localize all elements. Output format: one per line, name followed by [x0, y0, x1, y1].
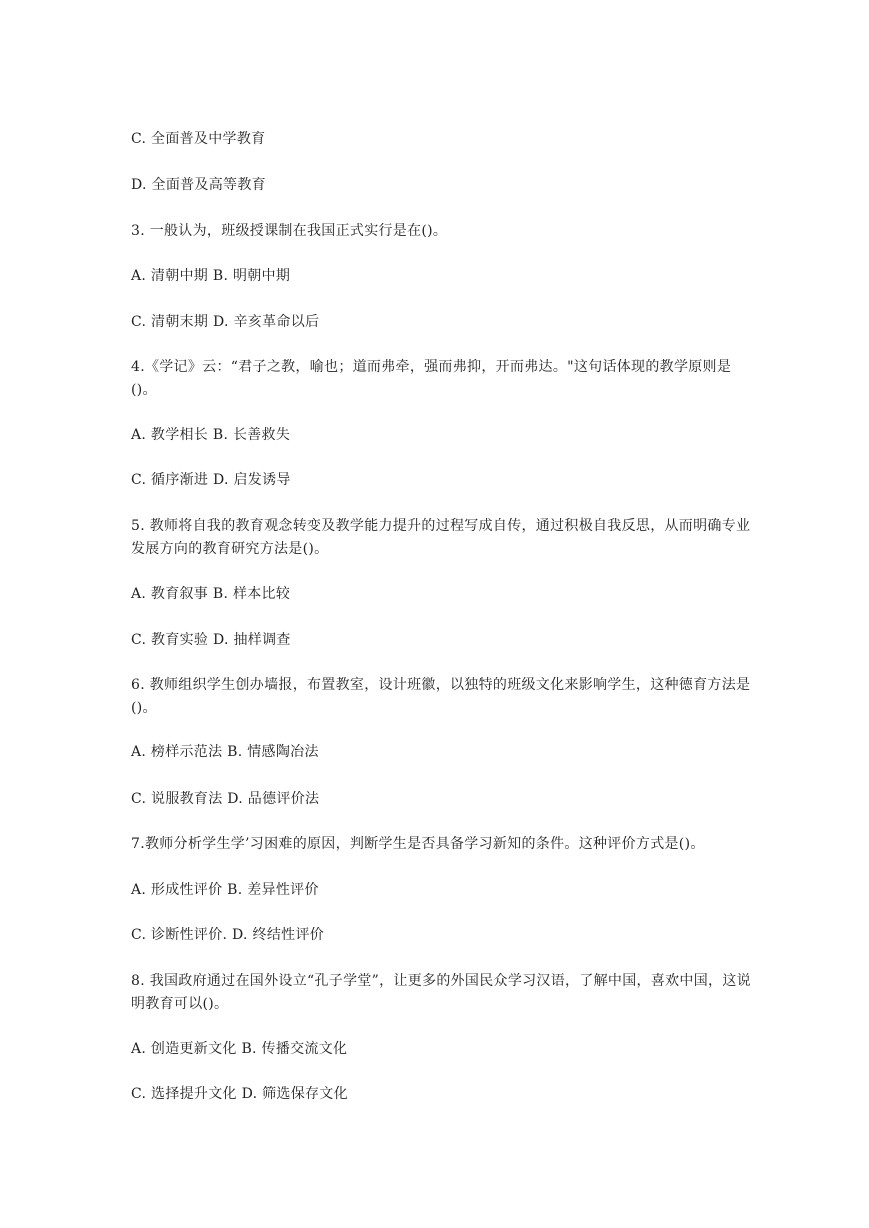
option-line: A. 创造更新文化 B. 传播交流文化	[131, 1041, 348, 1057]
option-line: C. 全面普及中学教育	[131, 131, 266, 147]
option-line: A. 清朝中期 B. 明朝中期	[131, 268, 291, 284]
question-line: 8. 我国政府通过在国外设立“孔子学堂”，让更多的外国民众学习汉语，了解中国，喜欢中国，这说明教育可以()。	[131, 973, 751, 1012]
option-line: D. 全面普及高等教育	[131, 177, 266, 193]
option-line: C. 清朝末期 D. 辛亥革命以后	[131, 314, 320, 330]
option-line: A. 榜样示范法 B. 情感陶冶法	[131, 744, 319, 760]
question-line: 4.《学记》云：“君子之教，喻也；道而弗牵，强而弗抑，开而弗达。"这句话体现的教学原则是()。	[131, 359, 732, 398]
option-line: A. 教育叙事 B. 样本比较	[131, 586, 291, 602]
option-line: A. 教学相长 B. 长善救失	[131, 427, 291, 443]
option-line: C. 选择提升文化 D. 筛选保存文化	[131, 1086, 348, 1102]
option-line: C. 教育实验 D. 抽样调查	[131, 632, 291, 648]
option-line: C. 诊断性评价. D. 终结性评价	[131, 927, 325, 943]
question-line: 5. 教师将自我的教育观念转变及教学能力提升的过程写成自传，通过积极自我反思，从而明确专业发展方向的教育研究方法是()。	[131, 518, 751, 557]
question-line: 3. 一般认为，班级授课制在我国正式实行是在()。	[131, 223, 448, 239]
question-line: 6. 教师组织学生创办墙报，布置教室，设计班徽，以独特的班级文化来影响学生，这种德育方法是()。	[131, 677, 751, 716]
option-line: C. 循序渐进 D. 启发诱导	[131, 472, 291, 488]
option-line: C. 说服教育法 D. 品德评价法	[131, 791, 320, 807]
question-line: 7.教师分析学生学’习困难的原因，判断学生是否具备学习新知的条件。这种评价方式是()。	[131, 836, 705, 852]
option-line: A. 形成性评价 B. 差异性评价	[131, 882, 319, 898]
